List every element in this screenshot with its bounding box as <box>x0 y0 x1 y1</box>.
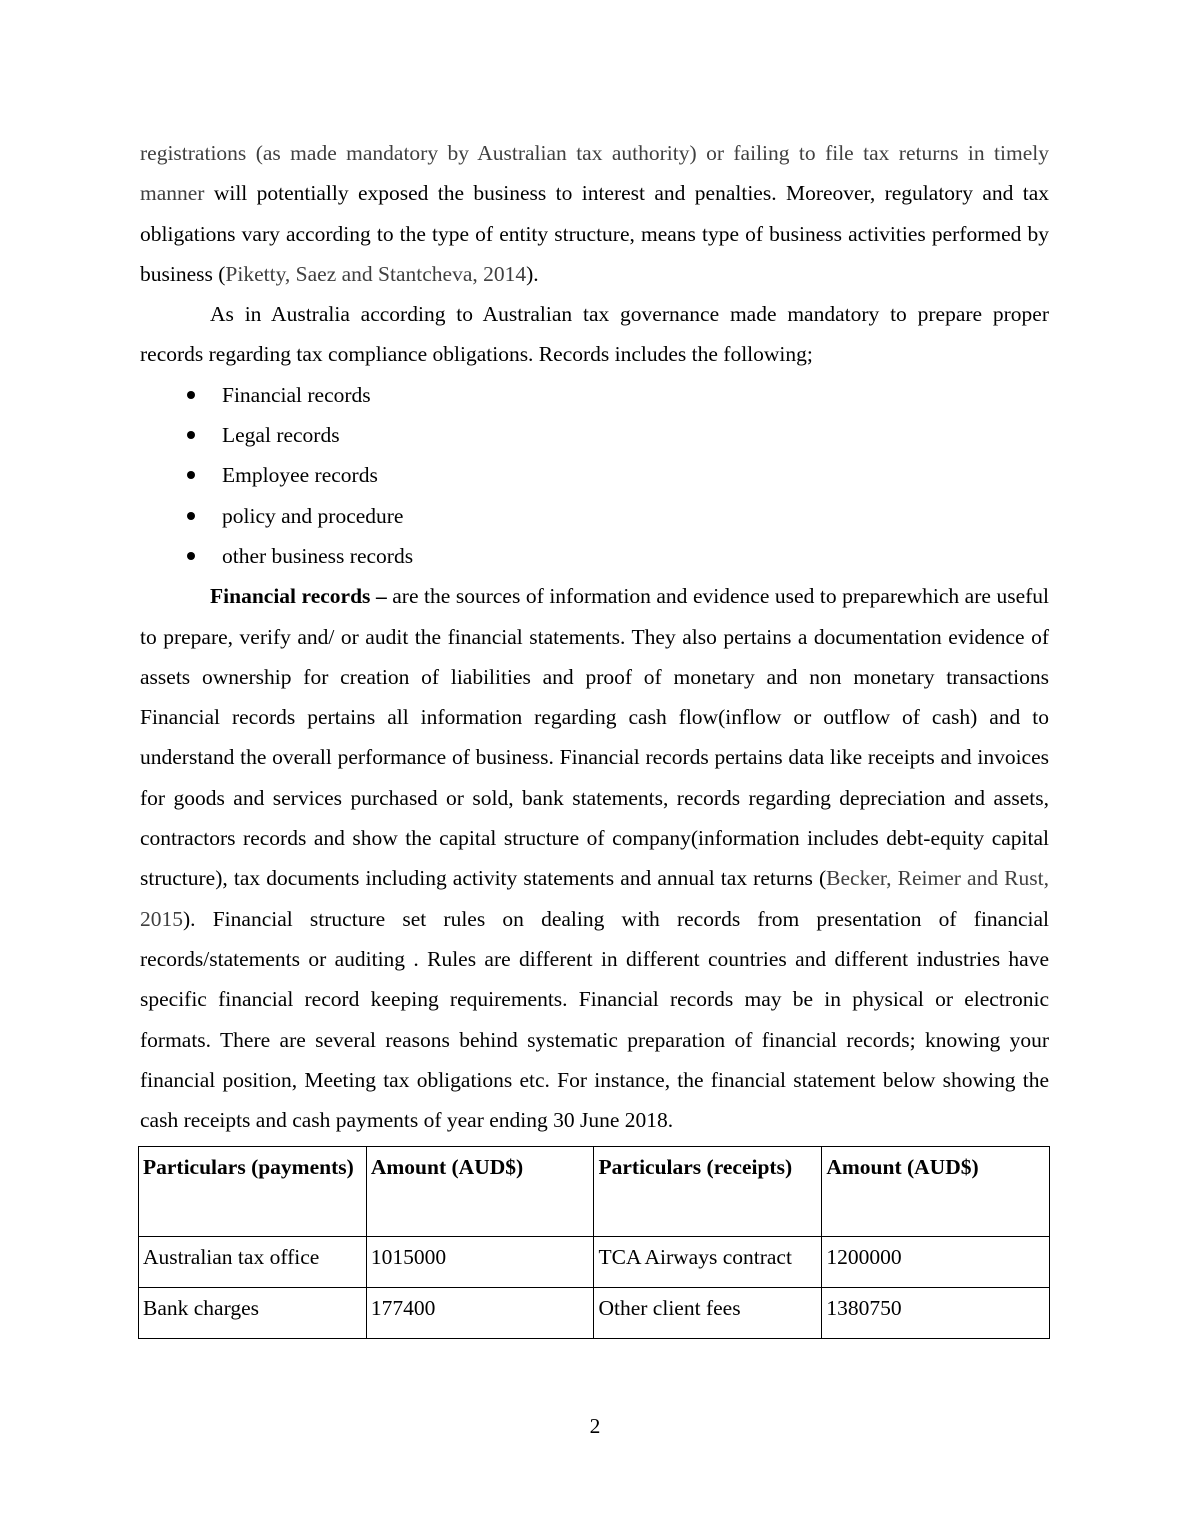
list-item: other business records <box>140 536 1049 576</box>
paragraph-intro: registrations (as made mandatory by Australian tax authority) or failing to file tax returns in timely manner will potentially exposed the business to interest and penalties. Moreover, regulatory and tax obligations vary according to the type of entity structure, means type of business activities performed by business (Piketty, Saez and Stantcheva, 2014). <box>140 141 1049 286</box>
citation-piketty: Piketty, Saez and Stantcheva, 2014 <box>225 261 527 286</box>
table-header-cell: Particulars (receipts) <box>594 1147 822 1237</box>
table-cell: TCA Airways contract <box>594 1237 822 1288</box>
bullet-icon <box>187 471 195 479</box>
bullet-icon <box>187 552 195 560</box>
table-row <box>139 1237 1050 1288</box>
table-header-cell: Amount (AUD$) <box>822 1147 1050 1237</box>
cash-statement-table <box>138 1146 1050 1339</box>
list-item: policy and procedure <box>140 496 1049 536</box>
table-cell: 177400 <box>366 1288 594 1339</box>
table-header-cell: Particulars (payments) <box>139 1147 367 1237</box>
list-item: Employee records <box>140 455 1049 495</box>
citation-becker: Becker, Reimer and Rust, 2015 <box>140 866 1049 931</box>
table-cell: 1380750 <box>822 1288 1050 1339</box>
bullet-icon <box>187 512 195 520</box>
financial-records-heading: Financial records – <box>210 584 387 609</box>
bullet-icon <box>187 431 195 439</box>
table-header-row <box>139 1147 1050 1237</box>
table-cell: Australian tax office <box>139 1237 367 1288</box>
records-bullet-list <box>140 375 1049 576</box>
paragraph-records-intro: As in Australia according to Australian tax governance made mandatory to prepare proper records regarding tax compliance obligations. Records includes the following; <box>140 302 1049 367</box>
table-row <box>139 1288 1050 1339</box>
bullet-icon <box>187 391 195 399</box>
table-cell: 1015000 <box>366 1237 594 1288</box>
list-item: Financial records <box>140 375 1049 415</box>
paragraph-financial-records: Financial records – are the sources of information and evidence used to preparewhich are useful to prepare, verify and/ or audit the financial statements. They also pertains a documentation evidence of assets ownership for creation of liabilities and proof of monetary and non monetary transactions Financial records pertains all information regarding cash flow(inflow or outflow of cash) and to understand the overall performance of business. Financial records pertains data like receipts and invoices for goods and services purchased or sold, bank statements, records regarding depreciation and assets, contractors records and show the capital structure of company(information includes debt-equity capital structure), tax documents including activity statements and annual tax returns (Becker, Reimer and Rust, 2015). Financial structure set rules on dealing with records from presentation of financial records/statements or auditing . Rules are different in different countries and different industries have specific financial record keeping requirements. Financial records may be in physical or electronic formats. There are several reasons behind systematic preparation of financial records; knowing your financial position, Meeting tax obligations etc. For instance, the financial statement below showing the cash receipts and cash payments of year ending 30 June 2018. <box>140 584 1049 1133</box>
table-cell: Other client fees <box>594 1288 822 1339</box>
paragraph-intro-lead: registrations (as made mandatory by Australian tax authority) or failing to file tax returns in timely manner <box>140 141 1049 206</box>
table-cell: 1200000 <box>822 1237 1050 1288</box>
document-page <box>140 133 1049 1339</box>
list-item: Legal records <box>140 415 1049 455</box>
table-header-cell: Amount (AUD$) <box>366 1147 594 1237</box>
page-number: 2 <box>589 1414 601 1438</box>
table-cell: Bank charges <box>139 1288 367 1339</box>
